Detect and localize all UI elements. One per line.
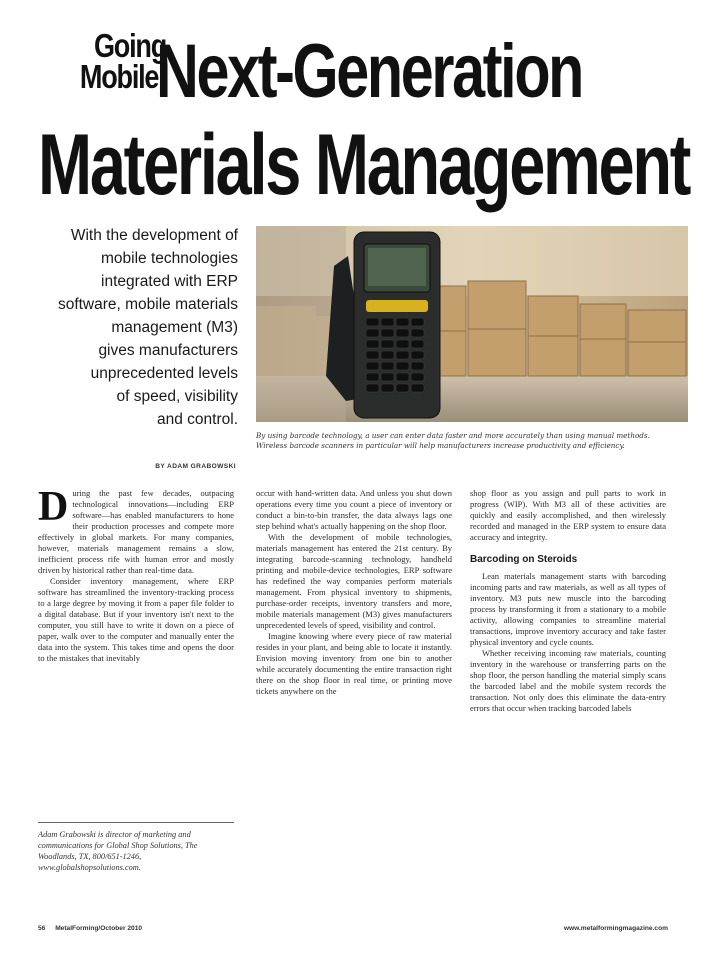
author-bio: Adam Grabowski is director of marketing and communications for Global Shop Solutions, The Woodlands, TX, 800/651-1246, www.globalshopsolutions.com.	[38, 830, 198, 872]
article-column-2	[256, 488, 452, 697]
handheld-scanner-image	[256, 226, 688, 422]
deck-line: mobile technologies	[100, 250, 238, 267]
publication-issue: MetalForming/October 2010	[55, 925, 143, 932]
deck-line: of speed, visibility	[116, 388, 238, 405]
section-subhead: Barcoding on Steroids	[470, 554, 578, 565]
paragraph: Whether receiving incoming raw materials, counting inventory in the warehouse or transferring parts on the shop floor, the person handling the material simply scans the barcoded label and the mobile system records the transaction. Not only does this eliminate the data-entry errors that occur when tracking barcoded labels	[470, 648, 666, 713]
deck-line: gives manufacturers	[98, 342, 238, 359]
deck	[38, 224, 238, 431]
footer-url[interactable]: www.metalformingmagazine.com	[563, 925, 668, 932]
article-column-3	[470, 488, 666, 714]
kicker-line-2: Mobile:	[79, 58, 166, 95]
paragraph: Imagine knowing where every piece of raw material resides in your plant, and being able to locate it instantly. Envision moving inventory from one bin to another while accurately documenting the entire transaction right there on the shop floor in real time, or printing move tickets anywhere on the	[256, 631, 452, 696]
paragraph: occur with hand-written data. And unless you shut down operations every time you count a piece of inventory or conduct a bin-to-bin transfer, the data always lags one step behind what's actually happening on the shop floor.	[256, 488, 452, 531]
headline-line-1: Next-Generation	[156, 29, 583, 114]
paragraph: Consider inventory management, where ERP software has streamlined the inventory-tracking process to a large degree by moving it from a paper file folder to a digital database. But if your inventory isn't next to the computer, you still have to write it down on a piece of paper, walk over to the computer and manually enter the data into the system. This takes time and opens the door to the mistakes that inevitably	[38, 576, 234, 663]
deck-line: management (M3)	[111, 319, 238, 336]
bio-divider	[38, 822, 234, 823]
byline: BY ADAM GRABOWSKI	[155, 463, 236, 470]
warehouse-photo	[256, 226, 688, 422]
footer-left	[38, 925, 142, 932]
paragraph: Lean materials management starts with barcoding incoming parts and raw materials, as well as all types of inventory. M3 puts new muscle into the barcoding process by transforming it from a stationary to a mobile activity, allowing companies to streamline material transactions, improve inventory accuracy and take faster physical inventory and cycle counts.	[470, 571, 666, 647]
paragraph	[38, 484, 234, 576]
deck-line: software, mobile materials	[57, 296, 238, 313]
deck-line: integrated with ERP	[101, 273, 238, 290]
article-column-1	[38, 484, 234, 664]
deck-line: unprecedented levels	[90, 365, 238, 382]
drop-cap: D	[38, 484, 69, 530]
photo-caption: By using barcode technology, a user can enter data faster and more accurately than using manual methods. Wireless barcode scanners in particular will help manufacturers increase productivity and efficiency.	[256, 431, 650, 450]
page-number: 56	[38, 925, 46, 932]
paragraph: With the development of mobile technologies, materials management has entered the 21st century. By integrating barcode-scanning technology, handheld printing and mobile-device technologies, ERP software has redefined the way companies perform materials management. From physical inventory to shipments, purchase-order receipts, inventory transfers and more, mobile materials management (M3) gives manufacturers unprecedented levels of speed, visibility and control.	[256, 532, 452, 630]
paragraph-text: uring the past few decades, outpacing technological innovations—including ERP software—has enabled manufacturers to hone their production processes and compete more effectively in global markets. For many companies, however, materials management remains a slow, inefficient process rife with human error and mostly driven by historical rather than real-time data.	[38, 488, 234, 575]
paragraph: shop floor as you assign and pull parts to work in progress (WIP). With M3 all of these activities are quickly and easily accomplished, and then wirelessly recorded and managed in the ERP system to ensure data accuracy and integrity.	[470, 488, 666, 542]
deck-line: and control.	[157, 411, 238, 428]
kicker-line-1: Going	[93, 27, 166, 64]
headline-line-2: Materials Management	[38, 117, 690, 213]
headline-kicker	[61, 27, 166, 95]
deck-line: With the development of	[70, 227, 238, 244]
